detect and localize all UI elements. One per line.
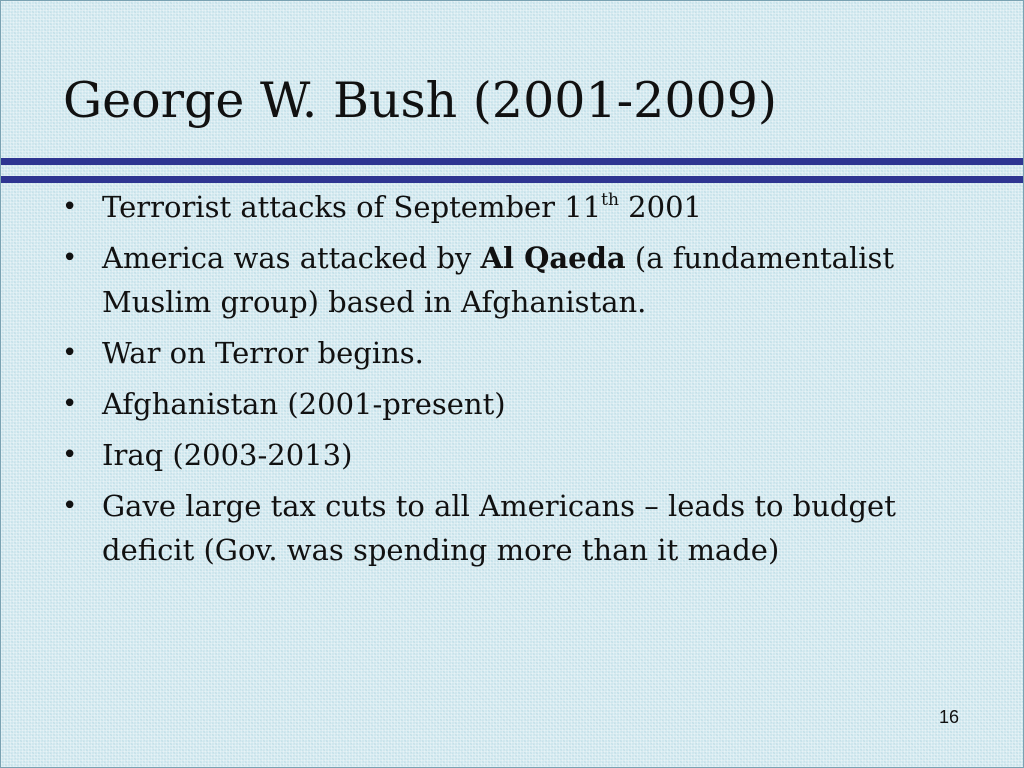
title-divider-top bbox=[1, 158, 1024, 165]
bullet-icon: • bbox=[62, 243, 78, 273]
slide-number: 16 bbox=[939, 707, 960, 727]
bullet-text: Terrorist attacks of September 11 bbox=[102, 190, 602, 224]
slide-title: George W. Bush (2001-2009) bbox=[63, 72, 777, 129]
bullet-icon: • bbox=[62, 440, 78, 470]
bullet-item-afghanistan bbox=[61, 382, 961, 426]
bullet-icon: • bbox=[62, 491, 78, 521]
bullet-item-iraq bbox=[61, 433, 961, 477]
bullet-item-attacks bbox=[61, 185, 961, 229]
bullet-item-tax-cuts bbox=[61, 484, 961, 572]
title-divider-bottom bbox=[1, 176, 1024, 183]
bullet-icon: • bbox=[62, 389, 78, 419]
superscript-text: th bbox=[601, 190, 619, 210]
bullet-text: War on Terror begins. bbox=[102, 336, 424, 370]
bullet-text: Iraq (2003-2013) bbox=[102, 438, 353, 472]
bullet-text: America was attacked by bbox=[102, 241, 481, 275]
bullet-list bbox=[61, 185, 961, 579]
bullet-text: Gave large tax cuts to all Americans – leads to budget deficit (Gov. was spending more than it made) bbox=[102, 489, 896, 567]
bullet-item-war-on-terror bbox=[61, 331, 961, 375]
bullet-bold-text: Al Qaeda bbox=[480, 241, 626, 275]
bullet-text: 2001 bbox=[618, 190, 702, 224]
bullet-text: Afghanistan (2001-present) bbox=[102, 387, 506, 421]
bullet-icon: • bbox=[62, 192, 78, 222]
bullet-text: (a fundamentalist Muslim group) based in Afghanistan. bbox=[102, 241, 895, 319]
bullet-item-al-qaeda bbox=[61, 236, 961, 324]
bullet-icon: • bbox=[62, 338, 78, 368]
